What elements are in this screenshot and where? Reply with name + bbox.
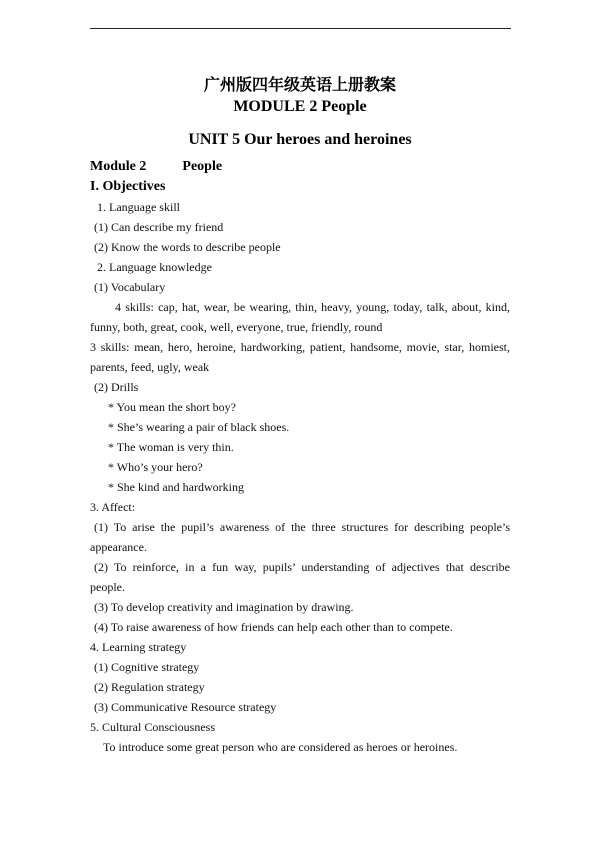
drill-item: * You mean the short boy? — [108, 400, 236, 414]
list-item: 5. Cultural Consciousness — [90, 720, 215, 734]
drill-item: * The woman is very thin. — [108, 440, 234, 454]
list-item: (3) To develop creativity and imagination by drawing. — [94, 600, 354, 614]
unit-title: UNIT 5 Our heroes and heroines — [188, 131, 412, 148]
drill-item: * She kind and hardworking — [108, 480, 244, 494]
drill-item: * She’s wearing a pair of black shoes. — [108, 420, 290, 434]
list-item: To introduce some great person who are considered as heroes or heroines. — [103, 740, 458, 754]
list-item: 1. Language skill — [97, 200, 180, 214]
module-topic: People — [182, 159, 223, 174]
list-item: 4 skills: cap, hat, wear, be wearing, thin, heavy, young, today, talk, about, kind, — [115, 300, 510, 314]
list-item: 4. Learning strategy — [90, 640, 187, 654]
list-item: parents, feed, ugly, weak — [90, 360, 210, 374]
list-item: (2) Know the words to describe people — [94, 240, 281, 254]
list-item: people. — [90, 580, 125, 594]
list-item: (1) To arise the pupil’s awareness of the three structures for describing people’s — [94, 520, 510, 534]
top-rule — [90, 28, 511, 29]
module-label: Module 2 — [90, 159, 147, 174]
list-item: (2) Regulation strategy — [94, 680, 205, 694]
list-item: (4) To raise awareness of how friends can help each other than to compete. — [94, 620, 453, 634]
drill-item: * Who’s your hero? — [108, 460, 203, 474]
list-item: 3 skills: mean, hero, heroine, hardworking, patient, handsome, movie, star, homiest, — [90, 340, 510, 354]
module-heading — [90, 157, 510, 177]
list-item: 3. Affect: — [90, 500, 136, 514]
objectives-heading: I. Objectives — [90, 179, 166, 194]
list-item: 2. Language knowledge — [97, 260, 212, 274]
module-title: MODULE 2 People — [233, 98, 367, 115]
lesson-plan-body — [90, 157, 510, 757]
list-item: (3) Communicative Resource strategy — [94, 700, 277, 714]
list-item: funny, both, great, cook, well, everyone, true, friendly, round — [90, 320, 383, 334]
document-title: 广州版四年级英语上册教案 — [203, 75, 396, 94]
list-item: (1) Vocabulary — [94, 280, 166, 294]
list-item: (2) To reinforce, in a fun way, pupils’ understanding of adjectives that describe — [94, 560, 510, 574]
list-item: (1) Can describe my friend — [94, 220, 224, 234]
list-item: (1) Cognitive strategy — [94, 660, 200, 674]
list-item: (2) Drills — [94, 380, 139, 394]
list-item: appearance. — [90, 540, 147, 554]
